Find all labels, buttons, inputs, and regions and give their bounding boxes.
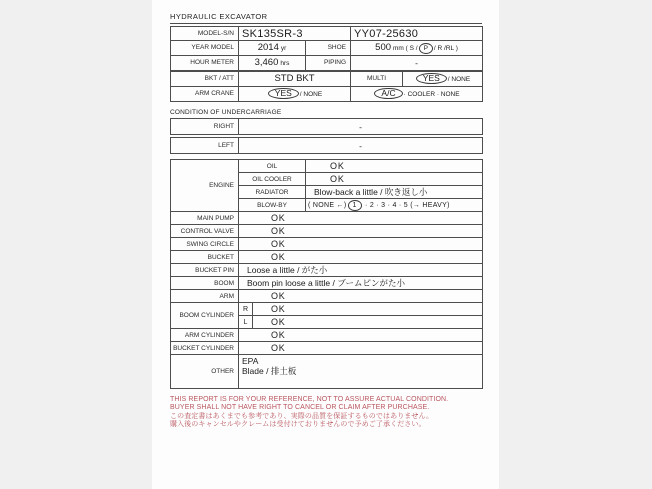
multi-value <box>403 72 483 87</box>
main-pump-label: MAIN PUMP <box>171 212 239 225</box>
bkt-att-value: STD BKT <box>239 72 351 87</box>
shoe-options-suffix: / R /RL ) <box>433 45 458 52</box>
boom-cylinder-label: BOOM CYLINDER <box>171 303 239 329</box>
arm-crane-circled-selection: YES <box>268 88 299 99</box>
swing-circle-value: OK <box>239 238 483 251</box>
boom-cylinder-l-label: L <box>239 316 253 329</box>
oil-value: OK <box>306 160 483 173</box>
radiator-value: Blow-back a little / 吹き返し小 <box>306 186 483 199</box>
report-content <box>170 12 482 430</box>
row-model <box>171 27 483 41</box>
shoe-number: 500 <box>375 42 392 53</box>
ac-circled-selection: A/C <box>374 88 402 99</box>
row-bucket-cylinder <box>171 342 483 355</box>
arm-label: ARM <box>171 290 239 303</box>
undercarriage-left-row <box>170 137 483 154</box>
bkt-att-label: BKT / ATT <box>171 72 239 87</box>
disclaimer-line-1: THIS REPORT IS FOR YOUR REFERENCE, NOT TO ASSURE ACTUAL CONDITION. <box>170 396 449 403</box>
year-label: YEAR MODEL <box>171 41 239 56</box>
row-engine-oil <box>171 160 483 173</box>
disclaimer-line-2: BUYER SHALL NOT HAVE RIGHT TO CANCEL OR CLAIM AFTER PURCHASE. <box>170 404 430 412</box>
bucket-cylinder-value: OK <box>239 342 483 355</box>
model-value: SK135SR-3 <box>239 27 351 41</box>
ac-other-options: · COOLER · NONE <box>403 91 460 98</box>
bucket-label: BUCKET <box>171 251 239 264</box>
row-left <box>171 138 483 154</box>
multi-label: MULTI <box>351 72 403 87</box>
year-unit: yr <box>280 45 287 52</box>
hour-meter-label: HOUR METER <box>171 56 239 71</box>
other-line-epa: EPA <box>242 356 259 366</box>
main-pump-value: OK <box>239 212 483 225</box>
bucket-pin-value: Loose a little / がた小 <box>239 264 483 277</box>
multi-other-option: / NONE <box>447 76 471 83</box>
bucket-pin-label: BUCKET PIN <box>171 264 239 277</box>
boom-cylinder-l-value: OK <box>253 316 483 329</box>
radiator-label: RADIATOR <box>239 186 306 199</box>
disclaimer-line-3-jp: この査定書はあくまでも参考であり、実際の品質を保証するものではありません。 <box>170 412 434 420</box>
spec-table-bottom <box>170 71 483 102</box>
hour-unit: hrs <box>280 60 290 67</box>
year-value <box>239 41 306 56</box>
disclaimer-block <box>170 396 482 430</box>
boom-cylinder-r-label: R <box>239 303 253 316</box>
model-label: MODEL-S/N <box>171 27 239 41</box>
other-label: OTHER <box>171 355 239 389</box>
arm-crane-label: ARM CRANE <box>171 87 239 102</box>
undercarriage-title: CONDITION OF UNDERCARRIAGE <box>170 109 282 116</box>
boom-value: Boom pin loose a little / ブームピンがた小 <box>239 277 483 290</box>
hour-meter-value <box>239 56 306 71</box>
arm-cylinder-value: OK <box>239 329 483 342</box>
row-hour-piping <box>171 56 483 71</box>
row-year-shoe <box>171 41 483 56</box>
other-value <box>239 355 483 389</box>
shoe-value <box>351 41 483 56</box>
shoe-circled-selection: P <box>419 43 433 54</box>
blowby-circled-selection: 1 <box>348 200 362 211</box>
blowby-prefix: ( NONE ←) <box>308 201 347 209</box>
row-bucket <box>171 251 483 264</box>
doc-title: HYDRAULIC EXCAVATOR <box>170 12 482 24</box>
engine-label: ENGINE <box>171 160 239 212</box>
right-label: RIGHT <box>171 119 239 135</box>
row-armcrane-ac <box>171 87 483 102</box>
row-bucket-pin <box>171 264 483 277</box>
row-bkt-multi <box>171 72 483 87</box>
oil-cooler-value: OK <box>306 173 483 186</box>
blowby-scale <box>306 199 483 212</box>
arm-value: OK <box>239 290 483 303</box>
oil-cooler-label: OIL COOLER <box>239 173 306 186</box>
row-main-pump <box>171 212 483 225</box>
blowby-label: BLOW-BY <box>239 199 306 212</box>
row-arm-cylinder <box>171 329 483 342</box>
control-valve-value: OK <box>239 225 483 238</box>
right-value: - <box>239 119 483 135</box>
year-number: 2014 <box>257 42 279 53</box>
row-right <box>171 119 483 135</box>
left-label: LEFT <box>171 138 239 154</box>
undercarriage-right-row <box>170 118 483 135</box>
arm-crane-other-option: / NONE <box>299 91 323 98</box>
multi-circled-selection: YES <box>416 73 447 84</box>
shoe-label: SHOE <box>306 41 351 56</box>
boom-cylinder-r-value: OK <box>253 303 483 316</box>
report-page <box>152 0 499 489</box>
bucket-cylinder-label: BUCKET CYLINDER <box>171 342 239 355</box>
disclaimer-line-4-jp: 購入後のキャンセルやクレームは受付けておりませんので予めご了承ください。 <box>170 421 426 429</box>
arm-crane-value <box>239 87 351 102</box>
bucket-value: OK <box>239 251 483 264</box>
serial-value: YY07-25630 <box>351 27 483 41</box>
arm-cylinder-label: ARM CYLINDER <box>171 329 239 342</box>
shoe-options-prefix: mm ( S / <box>393 45 418 52</box>
boom-label: BOOM <box>171 277 239 290</box>
row-other <box>171 355 483 389</box>
ac-value <box>351 87 483 102</box>
condition-table <box>170 159 483 389</box>
left-value: - <box>239 138 483 154</box>
other-line-blade: Blade / 排土板 <box>242 366 297 376</box>
oil-label: OIL <box>239 160 306 173</box>
row-arm <box>171 290 483 303</box>
blowby-suffix: · 2 · 3 · 4 · 5 (→ HEAVY) <box>362 201 450 209</box>
spec-table-top <box>170 26 483 71</box>
hour-number: 3,460 <box>254 57 279 68</box>
swing-circle-label: SWING CIRCLE <box>171 238 239 251</box>
control-valve-label: CONTROL VALVE <box>171 225 239 238</box>
row-control-valve <box>171 225 483 238</box>
row-boom <box>171 277 483 290</box>
piping-value: - <box>351 56 483 71</box>
row-boom-cylinder-r <box>171 303 483 316</box>
row-swing-circle <box>171 238 483 251</box>
piping-label: PIPING <box>306 56 351 71</box>
